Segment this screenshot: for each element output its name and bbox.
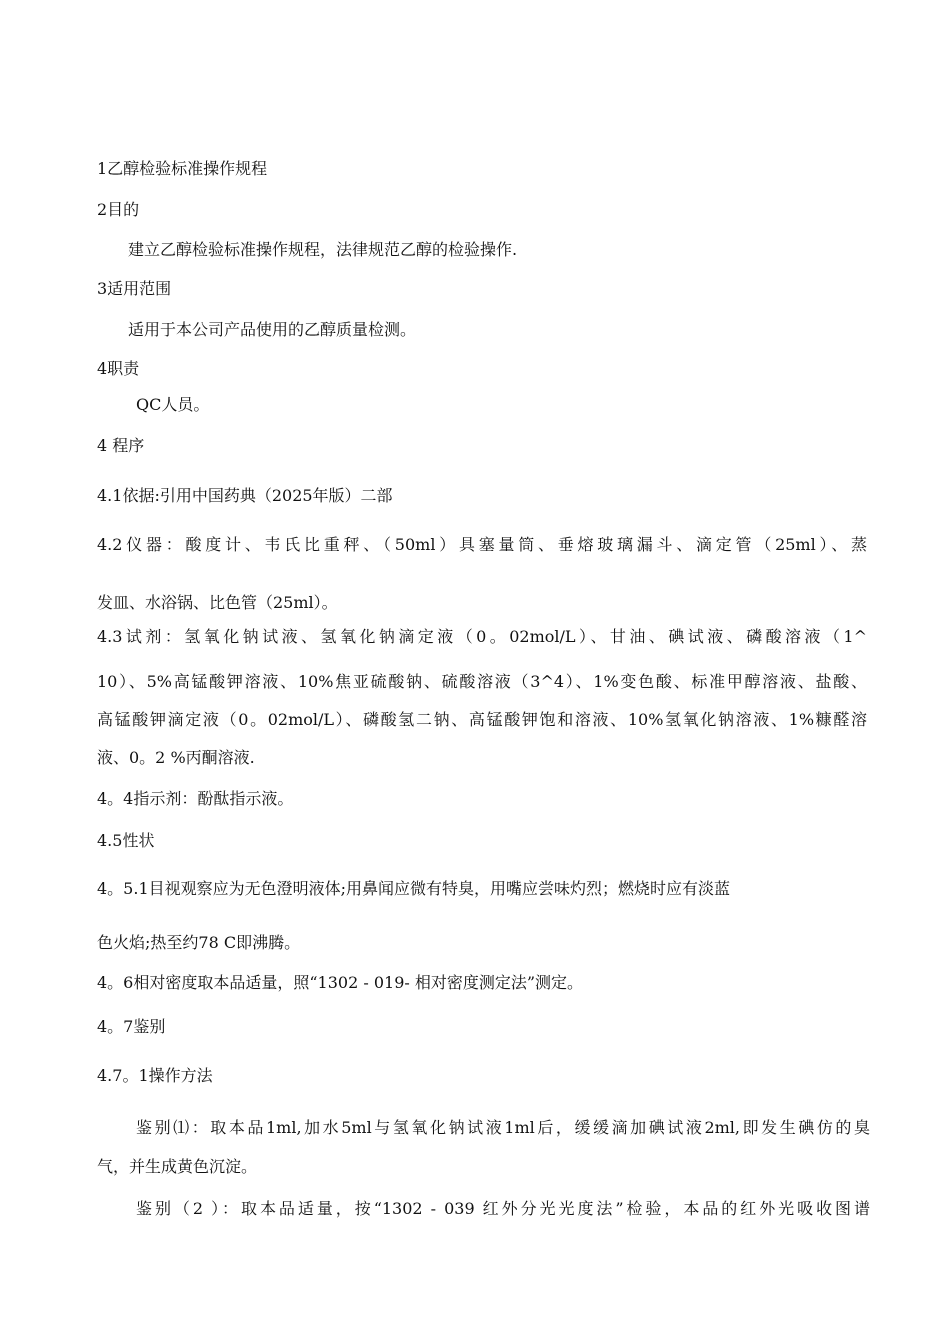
section-4-1-basis: 4.1依据:引用中国药典（2025年版）二部 [97, 486, 393, 505]
section-4-7-1-method: 4.7。1操作方法 [97, 1066, 213, 1085]
section-4-3-reagents-line3: 高锰酸钾滴定液（0。02mol/L）、磷酸氢二钠、高锰酸钾饱和溶液、10%氢氧化钠溶液、1%糠醛溶 [97, 710, 867, 729]
identification-1-line2: 气，并生成黄色沉淀。 [97, 1157, 258, 1176]
section-4-4-indicator: 4。4指示剂：酚酞指示液。 [97, 789, 294, 808]
section-4-5-1-line1: 4。5.1目视观察应为无色澄明液体;用鼻闻应微有特臭，用嘴应尝味灼烈；燃烧时应有淡蓝 [97, 879, 731, 898]
section-4-3-reagents-line2: 10）、5%高锰酸钾溶液、10%焦亚硫酸钠、硫酸溶液（3^4）、1%变色酸、标准甲醇溶液、盐酸、 [97, 672, 867, 691]
purpose-text: 建立乙醇检验标准操作规程，法律规范乙醇的检验操作. [128, 240, 518, 259]
scope-text: 适用于本公司产品使用的乙醇质量检测。 [128, 320, 417, 339]
heading-2-purpose: 2目的 [97, 200, 140, 219]
heading-1-title: 1乙醇检验标准操作规程 [97, 159, 268, 178]
identification-1-line1: 鉴别⑴：取本品1ml,加水5ml与氢氧化钠试液1ml后，缓缓滴加碘试液2ml,即发生碘仿的臭 [136, 1118, 870, 1137]
heading-3-scope: 3适用范围 [97, 279, 172, 298]
section-4-6-density: 4。6相对密度取本品适量，照“1302 - 019- 相对密度测定法”测定。 [97, 973, 584, 992]
section-4-2-instruments-line1: 4.2仪器：酸度计、韦氏比重秤、（50ml）具塞量筒、垂熔玻璃漏斗、滴定管（25ml）、蒸 [97, 535, 867, 554]
section-4-2-instruments-line2: 发皿、水浴锅、比色管（25ml）。 [97, 593, 338, 612]
heading-4-duties: 4职责 [97, 359, 140, 378]
identification-2-line1: 鉴别（2 ）：取本品适量，按“1302 - 039 红外分光光度法”检验，本品的红外光吸收图谱 [136, 1199, 870, 1218]
section-4-7-identification: 4。7鉴别 [97, 1017, 166, 1036]
section-4-3-reagents-line4: 液、0。2 %丙酮溶液. [97, 748, 255, 767]
duties-text: QC人员。 [136, 395, 210, 414]
section-4-5-1-line2: 色火焰;热至约78 C即沸腾。 [97, 933, 301, 952]
section-4-5-appearance: 4.5性状 [97, 831, 155, 850]
section-4-3-reagents-line1: 4.3试剂：氢氧化钠试液、氢氧化钠滴定液（0。02mol/L）、甘油、碘试液、磷酸溶液（1^ [97, 627, 867, 646]
heading-procedure: 4 程序 [97, 436, 145, 455]
